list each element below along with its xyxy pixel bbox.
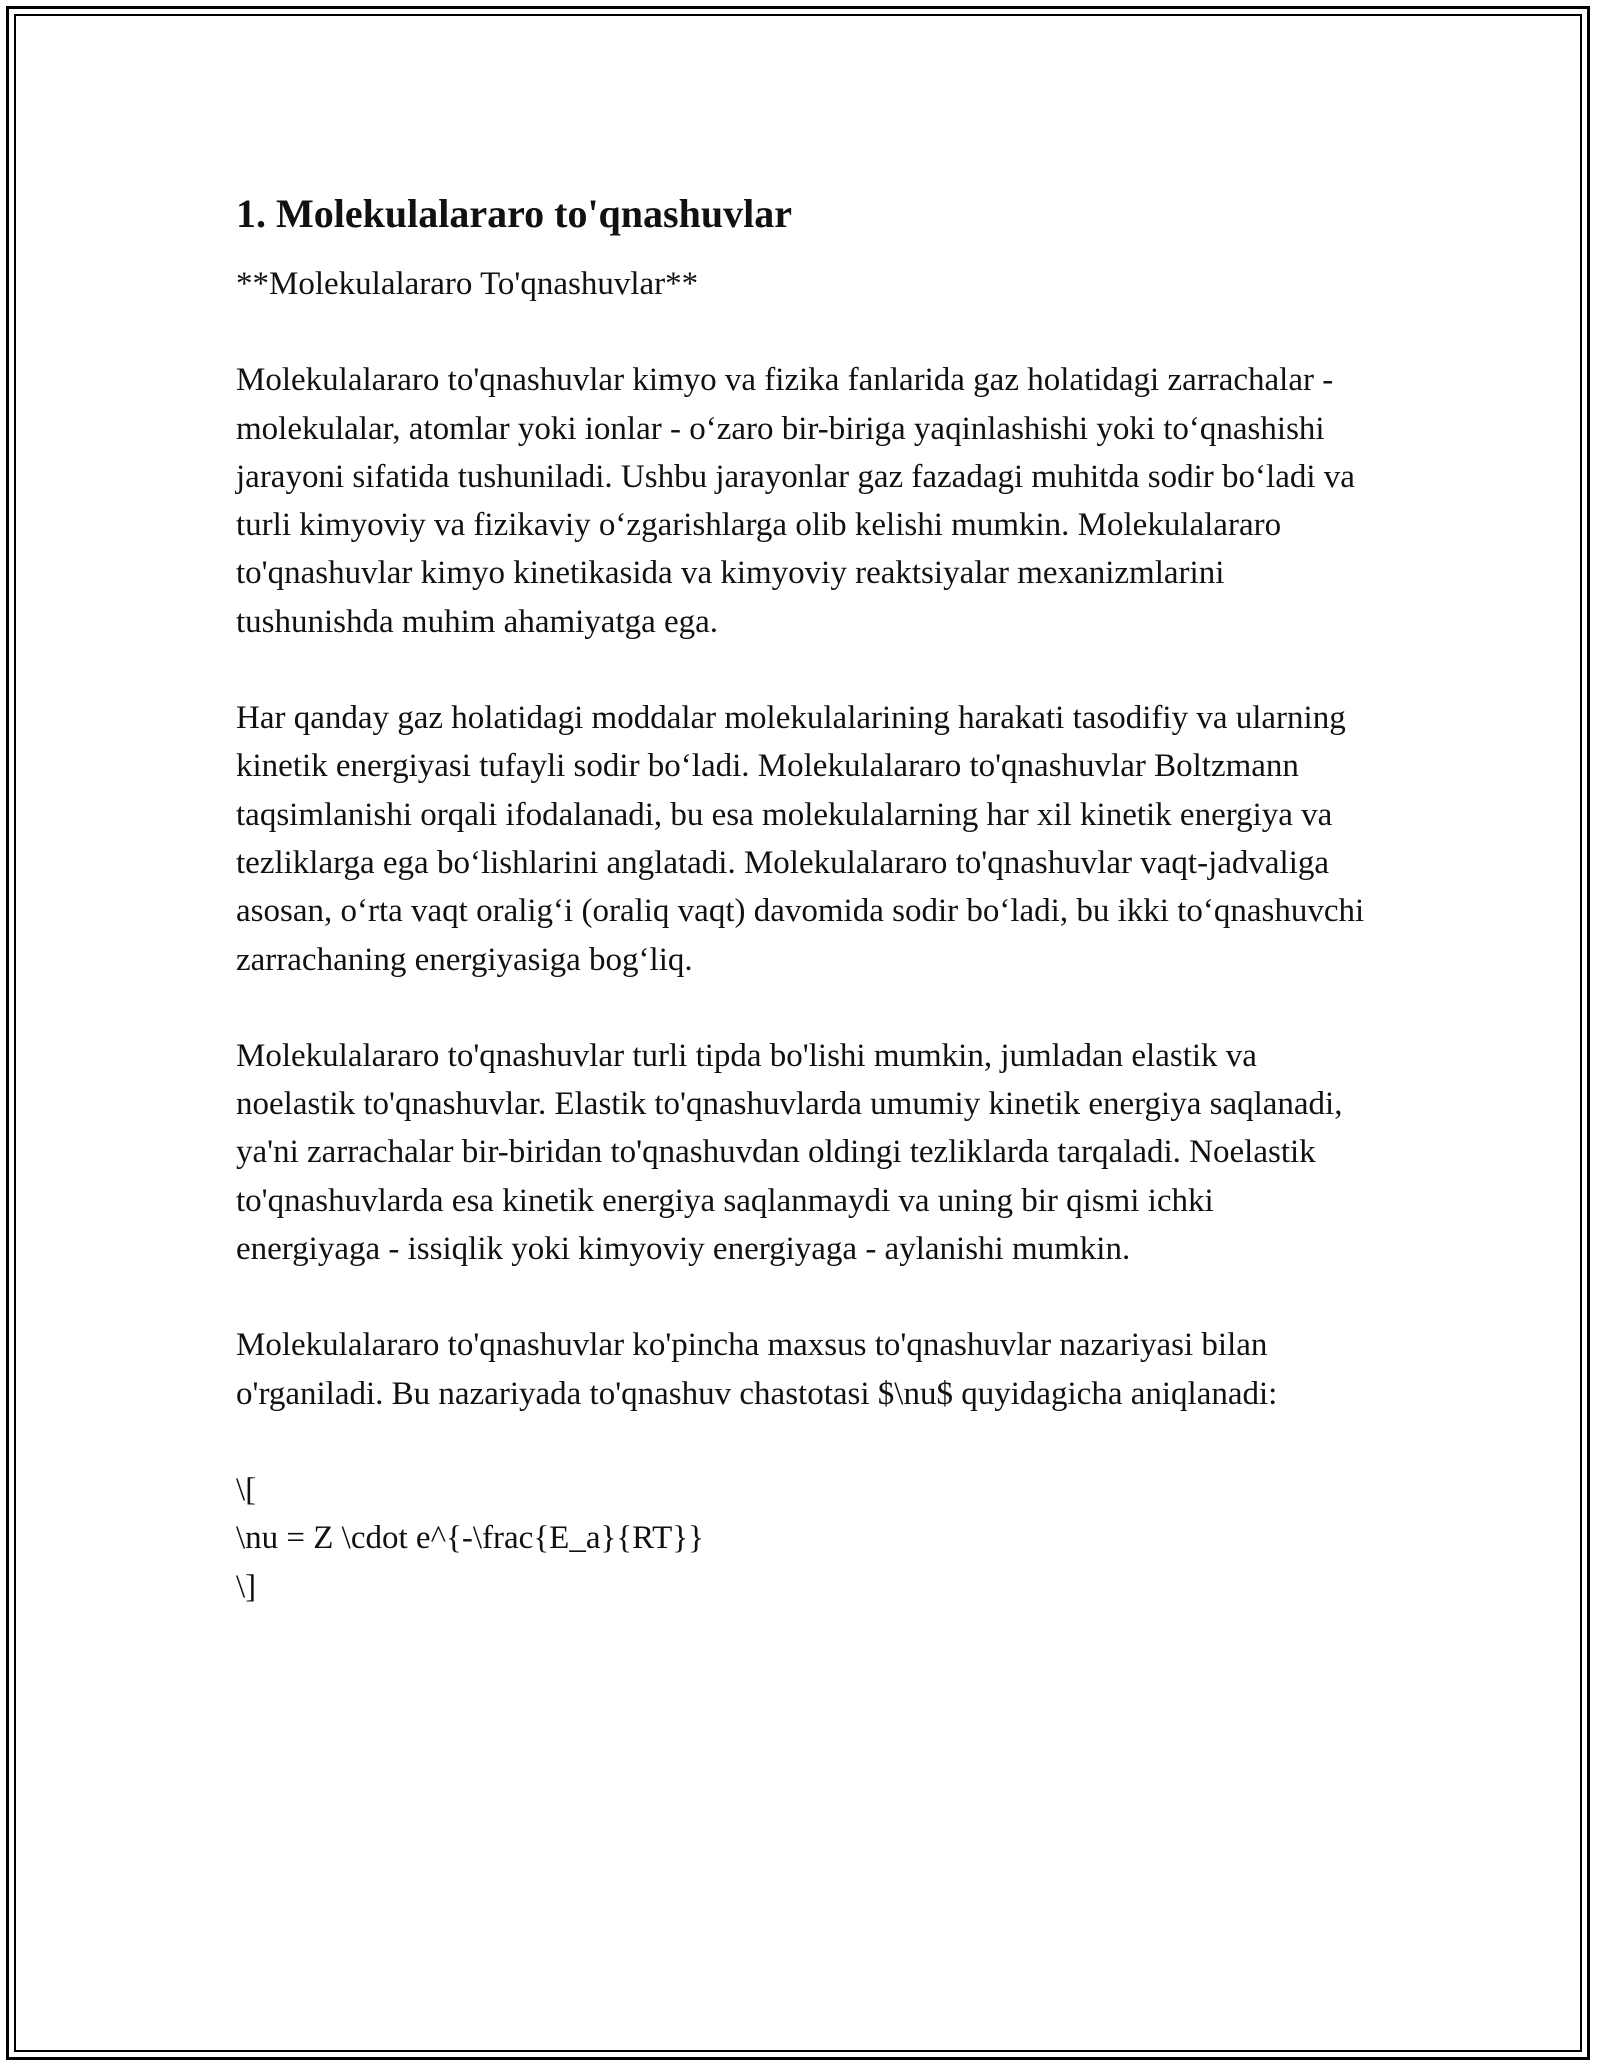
equation-body: \nu = Z \cdot e^{-\frac{E_a}{RT}} bbox=[236, 1520, 705, 1557]
paragraph-intro: Molekulalararo to'qnashuvlar kimyo va fizika fanlarida gaz holatidagi zarrachalar - molekulalar, atomlar yoki ionlar - o‘zaro bir-biriga yaqinlashishi yoki to‘qnashishi jarayoni sifatida tushuniladi. Ushbu jarayonlar gaz fazadagi muhitda sodir bo‘ladi va turli kimyoviy va fizikaviy o‘zgarishlarga olib kelishi mumkin. Molekulalararo to'qnashuvlar kimyo kinetikasida va kimyoviy reaktsiyalar mexanizmlarini tushunishda muhim ahamiyatga ega. bbox=[236, 362, 1355, 640]
equation-open: \[ bbox=[236, 1471, 257, 1508]
paragraph-collision-types: Molekulalararo to'qnashuvlar turli tipda bo'lishi mumkin, jumladan elastik va noelastik to'qnashuvlar. Elastik to'qnashuvlarda umumiy kinetik energiya saqlanadi, ya'ni zarrachalar bir-biridan to'qnashuvdan oldingi tezliklarda tarqaladi. Noelastik to'qnashuvlarda esa kinetik energiya saqlanmaydi va uning bir qismi ichki energiyaga - issiqlik yoki kimyoviy energiyaga - aylanishi mumkin. bbox=[236, 1037, 1343, 1268]
equation-block bbox=[236, 1466, 1366, 1611]
paragraph-kinetics: Har qanday gaz holatidagi moddalar molekulalarining harakati tasodifiy va ularning kinetik energiyasi tufayli sodir bo‘ladi. Molekulalararo to'qnashuvlar Boltzmann taqsimlanishi orqali ifodalanadi, bu esa molekulalarning har xil kinetik energiya va tezliklarga ega bo‘lishlarini anglatadi. Molekulalararo to'qnashuvlar vaqt-jadvaliga asosan, o‘rta vaqt oralig‘i (oraliq vaqt) davomida sodir bo‘ladi, bu ikki to‘qnashuvchi zarrachaning energiyasiga bog‘liq. bbox=[236, 700, 1365, 978]
equation-close: \] bbox=[236, 1568, 257, 1605]
section-heading: 1. Molekulalararo to'qnashuvlar bbox=[236, 191, 792, 236]
document-body bbox=[236, 186, 1366, 1611]
subtitle-line: **Molekulalararo To'qnashuvlar** bbox=[236, 266, 699, 302]
paragraph-theory: Molekulalararo to'qnashuvlar ko'pincha maxsus to'qnashuvlar nazariyasi bilan o'rganiladi. Bu nazariyada to'qnashuv chastotasi $\nu$ quyidagicha aniqlanadi: bbox=[236, 1327, 1278, 1412]
